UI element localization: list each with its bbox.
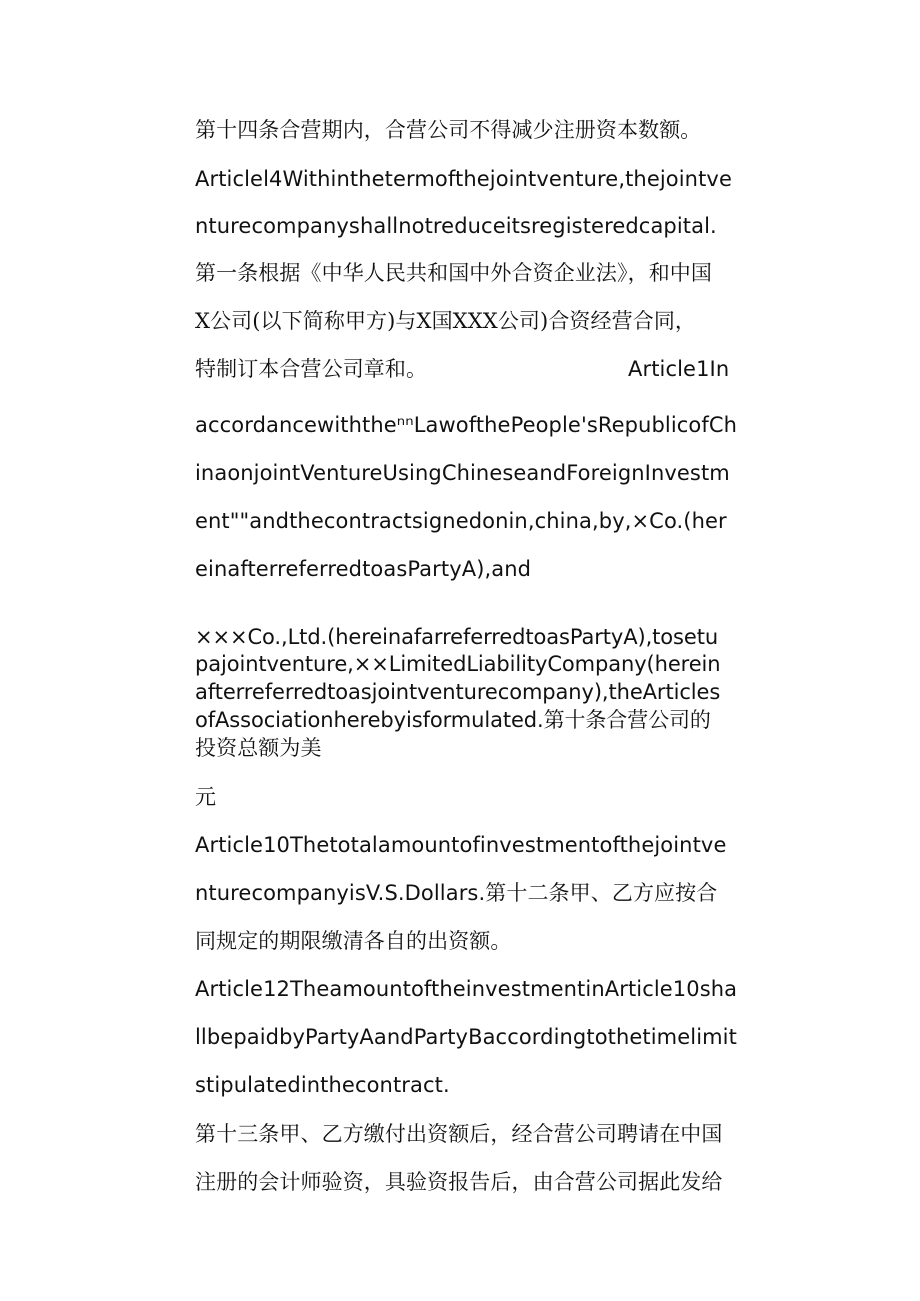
text-line-6-english: Article1In (628, 357, 730, 381)
text-line-2: Articlel4Withinthetermofthejointventure,thejointve (195, 167, 732, 191)
text-line-11: ×××Co.,Ltd.(hereinafarreferredtoasPartyA),tosetu (195, 625, 719, 649)
text-line-13: afterreferredtoasjointventurecompany),theArticles (195, 680, 721, 704)
text-line-22: stipulatedinthecontract. (195, 1073, 450, 1097)
text-line-6 (195, 355, 795, 383)
text-line-19: 同规定的期限缴清各自的出资额。 (195, 929, 512, 953)
text-line-18: nturecompanyisV.S.Dollars.第十二条甲、乙方应按合 (195, 881, 718, 905)
text-line-12: pajointventure,××LimitedLiabilityCompany(herein (195, 652, 721, 676)
text-line-10: einafterreferredtoasPartyA),and (195, 557, 532, 581)
text-line-17: Article10Thetotalamountofinvestmentofthejointve (195, 833, 727, 857)
text-line-7: accordancewiththeⁿⁿLawofthePeople'sRepublicofCh (195, 413, 738, 437)
text-line-24: 注册的会计师验资，具验资报告后，由合营公司据此发给 (195, 1170, 723, 1194)
text-line-1: 第十四条合营期内，合营公司不得减少注册资本数额。 (195, 118, 702, 142)
text-line-3: nturecompanyshallnotreduceitsregisteredcapital. (195, 214, 717, 238)
text-line-20: Article12TheamountoftheinvestmentinArticle10sha (195, 977, 738, 1001)
text-line-9: ent""andthecontractsignedonin,china,by,×Co.(her (195, 509, 727, 533)
text-line-14: ofAssociationherebyisformulated.第十条合营公司的 (195, 708, 711, 732)
text-line-15: 投资总额为美 (195, 736, 322, 760)
text-line-4: 第一条根据《中华人民共和国中外合资企业法》，和中国 (195, 261, 712, 285)
text-line-23: 第十三条甲、乙方缴付出资额后，经合营公司聘请在中国 (195, 1122, 723, 1146)
text-line-21: llbepaidbyPartyAandPartyBaccordingtothetimelimit (195, 1025, 737, 1049)
text-line-6-chinese: 特制订本合营公司章和。 (195, 357, 428, 381)
text-line-8: inaonjointVentureUsingChineseandForeignInvestm (195, 461, 730, 485)
text-line-16: 元 (195, 785, 217, 809)
text-line-5: X公司(以下简称甲方)与X国XXX公司)合资经营合同， (195, 309, 697, 333)
